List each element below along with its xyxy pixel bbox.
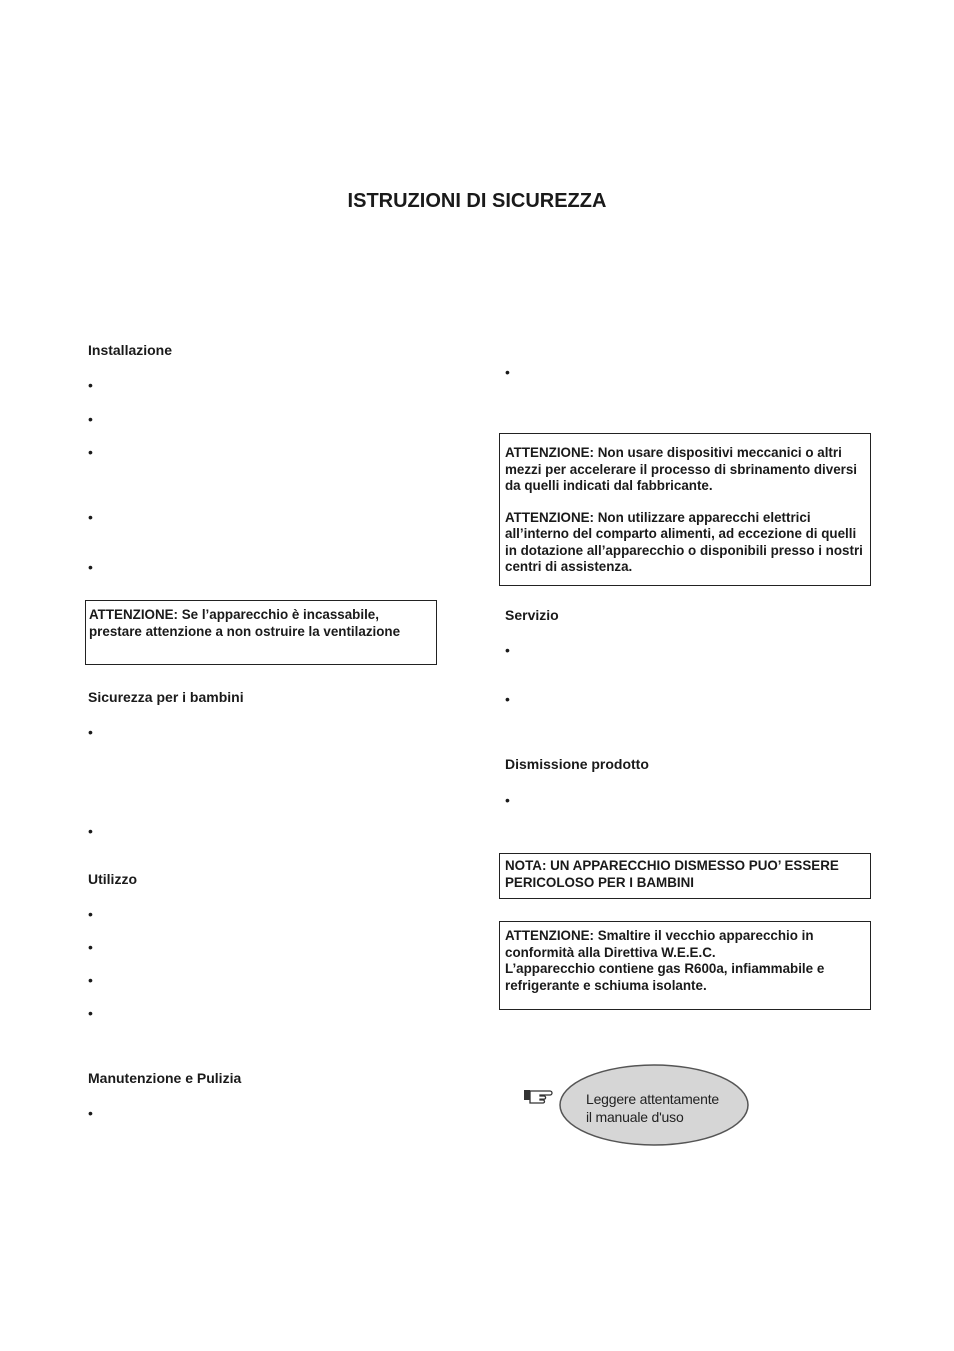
warning-text-incasso: ATTENZIONE: Se l’apparecchio è incassabile, prestare attenzione a non ostruire la ventilazione	[89, 607, 401, 639]
bullet-utilizzo-4: •	[88, 1005, 93, 1021]
bullet-servizio-1: •	[505, 642, 510, 658]
warning-box-incasso	[85, 600, 437, 665]
pointing-hand-icon	[522, 1085, 554, 1105]
bullet-servizio-2: •	[505, 691, 510, 707]
bullet-utilizzo-1: •	[88, 906, 93, 922]
bullet-manutenzione-1: •	[88, 1105, 93, 1121]
bullet-utilizzo-2: •	[88, 939, 93, 955]
bullet-dismissione-1: •	[505, 792, 510, 808]
bullet-bambini-2: •	[88, 823, 93, 839]
warning-text-sbrinamento: ATTENZIONE: Non usare dispositivi meccanici o altri mezzi per accelerare il processo di sbrinamento diversi da quelli indicati dal fabbricante.	[505, 445, 858, 493]
bullet-right-top: •	[505, 364, 510, 380]
callout-text	[586, 1090, 719, 1126]
bullet-utilizzo-3: •	[88, 972, 93, 988]
note-text: NOTA: UN APPARECCHIO DISMESSO PUO’ ESSERE PERICOLOSO PER I BAMBINI	[505, 858, 839, 890]
bullet-installazione-2: •	[88, 411, 93, 427]
bullet-installazione-4: •	[88, 509, 93, 525]
warning-text-apparecchi: ATTENZIONE: Non utilizzare apparecchi elettrici all’interno del comparto alimenti, ad eccezione di quelli in dotazione all’apparecchio o disponibili presso i nostri centri di assistenza.	[505, 509, 863, 574]
warning-box-sbrinamento	[499, 433, 871, 586]
warning-text-weee-2: L’apparecchio contiene gas R600a, infiammabile e refrigerante e schiuma isolante.	[505, 961, 825, 993]
warning-text-weee-1: ATTENZIONE: Smaltire il vecchio apparecchio in conformità alla Direttiva W.E.E.C.	[505, 928, 814, 960]
heading-manutenzione: Manutenzione e Pulizia	[88, 1070, 242, 1086]
heading-sicurezza-bambini: Sicurezza per i bambini	[88, 689, 244, 705]
note-box	[499, 853, 871, 899]
page-title: ISTRUZIONI DI SICUREZZA	[347, 190, 607, 212]
bullet-installazione-5: •	[88, 559, 93, 575]
heading-servizio: Servizio	[505, 607, 559, 623]
warning-box-weee	[499, 921, 871, 1010]
heading-installazione: Installazione	[88, 342, 173, 358]
callout-line-1: Leggere attentamente	[586, 1091, 719, 1107]
bullet-bambini-1: •	[88, 724, 93, 740]
heading-utilizzo: Utilizzo	[88, 871, 137, 887]
heading-dismissione: Dismissione prodotto	[505, 756, 649, 772]
bullet-installazione-3: •	[88, 444, 93, 460]
callout-line-2: il manuale d'uso	[586, 1109, 684, 1125]
bullet-installazione-1: •	[88, 377, 93, 393]
